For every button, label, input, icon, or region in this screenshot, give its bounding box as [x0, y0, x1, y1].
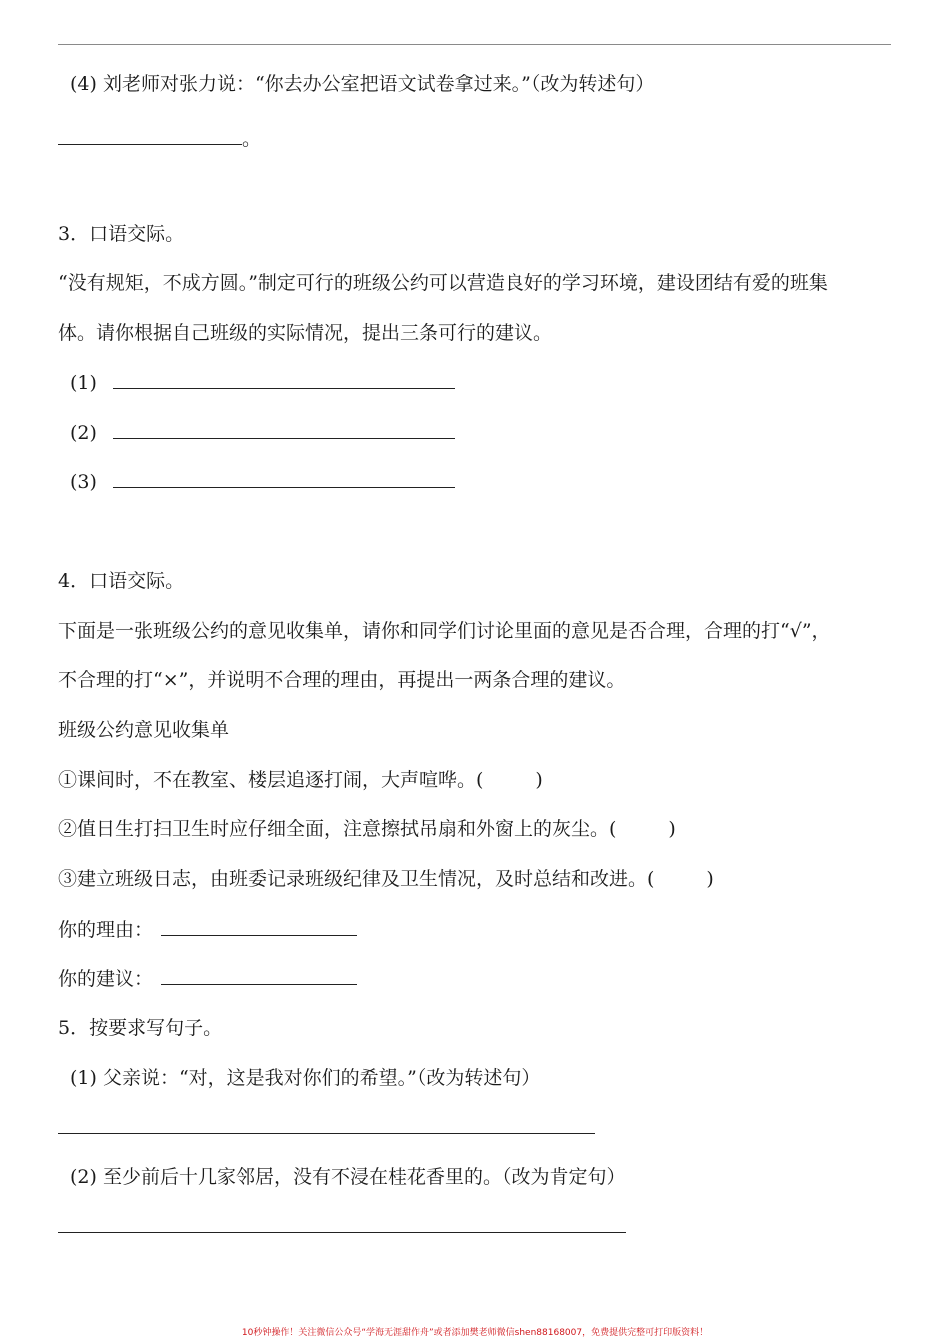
q3-item-number: (2)	[70, 422, 97, 444]
answer-blank[interactable]	[58, 126, 242, 145]
q4-text-line-1: 下面是一张班级公约的意见收集单，请你和同学们讨论里面的意见是否合理，合理的打“√”，	[58, 620, 831, 642]
q3-item-1	[70, 370, 455, 395]
footer-notice: 10秒钟操作！关注微信公众号“学海无涯甜作舟”或者添加樊老师微信shen88168007，免费提供完整可打印版资料！	[241, 1328, 709, 1338]
q3-text-line-1: “没有规矩，不成方圆。”制定可行的班级公约可以营造良好的学习环境，建设团结有爱的班集	[58, 272, 828, 294]
q4-text-line-2: 不合理的打“×”，并说明不合理的理由，再提出一两条合理的建议。	[58, 669, 626, 691]
suggestion-line	[58, 966, 357, 991]
q3-item-number: (1)	[70, 372, 97, 394]
opinion-text: ③建立班级日志，由班委记录班级纪律及卫生情况，及时总结和改进。(	[58, 868, 655, 890]
opinion-close: )	[535, 769, 543, 791]
q3-item-number: (3)	[70, 471, 97, 493]
q3-item-2	[70, 420, 455, 445]
opinion-close: )	[706, 868, 714, 890]
q5-answer-line-1	[58, 1115, 595, 1140]
opinion-close: )	[668, 818, 676, 840]
form-title: 班级公约意见收集单	[58, 719, 230, 741]
q3-title: 3．口语交际。	[58, 223, 185, 245]
opinion-1	[58, 768, 543, 792]
top-rule	[58, 44, 891, 45]
opinion-3	[58, 867, 714, 891]
q3-item-3	[70, 469, 455, 494]
q4-period: 。	[242, 128, 262, 150]
q5-answer-line-2	[58, 1214, 626, 1239]
q4-answer-line	[58, 126, 261, 151]
opinion-2	[58, 817, 676, 841]
answer-blank[interactable]	[113, 370, 455, 389]
q5-sub-item-1: (1) 父亲说：“对，这是我对你们的希望。”（改为转述句）	[70, 1067, 541, 1089]
opinion-text: ②值日生打扫卫生时应仔细全面，注意擦拭吊扇和外窗上的灰尘。(	[58, 818, 617, 840]
answer-blank[interactable]	[113, 469, 455, 488]
answer-blank[interactable]	[58, 1115, 595, 1134]
answer-blank[interactable]	[113, 420, 455, 439]
reason-blank[interactable]	[161, 917, 357, 936]
q3-text-line-2: 体。请你根据自己班级的实际情况，提出三条可行的建议。	[58, 322, 553, 344]
answer-blank[interactable]	[58, 1214, 626, 1233]
opinion-text: ①课间时，不在教室、楼层追逐打闹，大声喧哗。(	[58, 769, 484, 791]
suggestion-label: 你的建议：	[58, 968, 154, 990]
q4-sub-item: (4) 刘老师对张力说：“你去办公室把语文试卷拿过来。”（改为转述句）	[70, 73, 655, 95]
q5-title: 5．按要求写句子。	[58, 1017, 223, 1039]
reason-line	[58, 917, 357, 942]
q5-sub-item-2: (2) 至少前后十几家邻居，没有不浸在桂花香里的。（改为肯定句）	[70, 1166, 626, 1188]
reason-label: 你的理由：	[58, 919, 154, 941]
q4-title: 4．口语交际。	[58, 570, 185, 592]
suggestion-blank[interactable]	[161, 966, 357, 985]
